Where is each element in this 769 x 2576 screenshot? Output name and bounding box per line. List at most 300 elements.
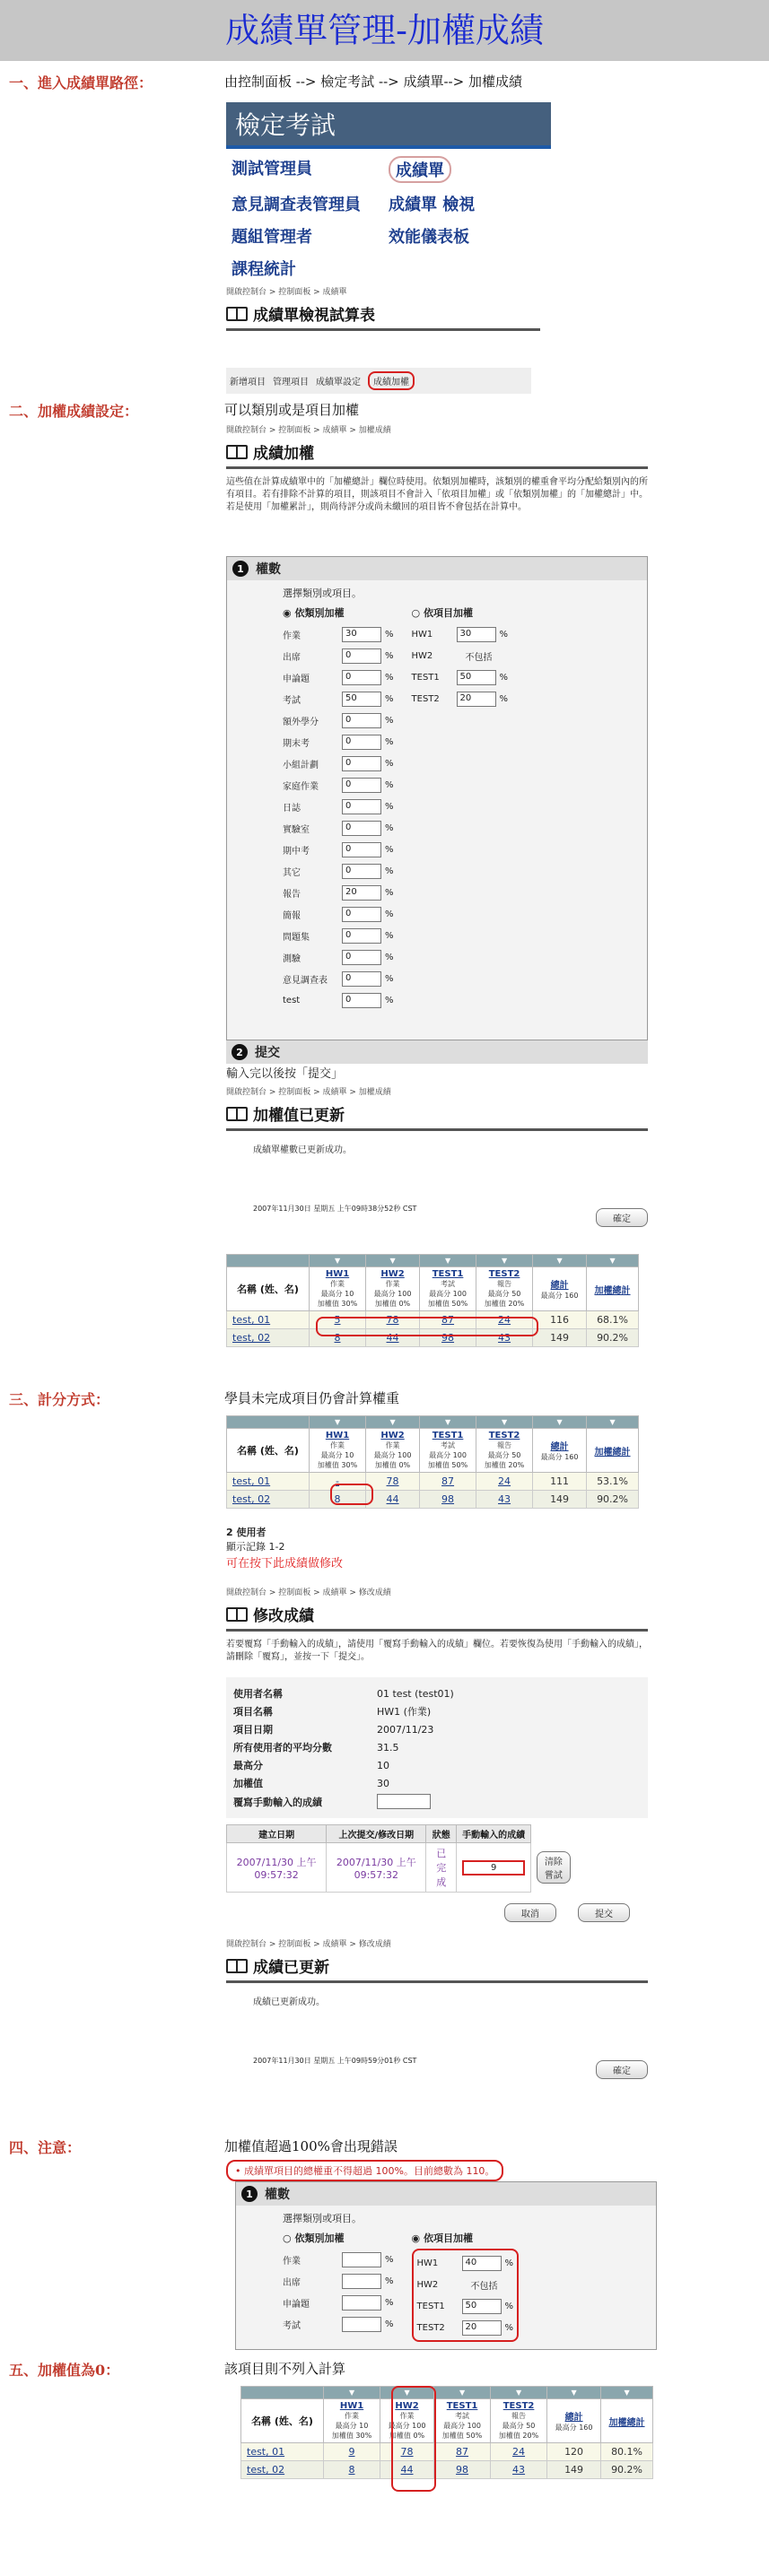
grade-column-header[interactable] bbox=[434, 2399, 491, 2443]
grade-cell[interactable]: 5 bbox=[310, 1311, 366, 1329]
weights-highlight bbox=[316, 1317, 538, 1336]
column-title[interactable]: 總計 bbox=[564, 2413, 583, 2423]
category-weight-input[interactable]: 0 bbox=[342, 971, 381, 987]
course-stats-link[interactable]: 課程統計 bbox=[232, 260, 296, 279]
percent-sign: % bbox=[385, 629, 394, 640]
name-column-header[interactable]: 名稱 (姓、名) bbox=[227, 1429, 310, 1473]
percent-sign: % bbox=[385, 779, 394, 790]
grade-cell[interactable]: 8 bbox=[324, 2461, 380, 2479]
column-category: 作業 bbox=[330, 1441, 345, 1449]
percent-sign: % bbox=[385, 650, 394, 661]
grade-column-header[interactable] bbox=[587, 1267, 639, 1311]
percent-sign: % bbox=[385, 952, 394, 962]
column-title[interactable]: TEST1 bbox=[432, 1269, 464, 1279]
manage-items-button[interactable]: 管理項目 bbox=[273, 378, 309, 387]
submit-button[interactable]: 提交 bbox=[578, 1903, 630, 1922]
sort-arrow-icon[interactable] bbox=[241, 2387, 324, 2399]
category-list bbox=[283, 2249, 394, 2335]
category-weight-input[interactable]: 0 bbox=[342, 821, 381, 836]
item-name: HW1 bbox=[411, 629, 433, 640]
error-bullet-icon: • bbox=[235, 2165, 241, 2177]
sort-arrow-icon[interactable]: ▼ bbox=[476, 1416, 533, 1429]
breadcrumb: 開啟控制台 > 控制面板 > 成績單 > 修改成績 bbox=[226, 1940, 391, 1949]
item-weight-input[interactable]: 50 bbox=[457, 670, 496, 685]
gradebook-toolbar bbox=[226, 368, 531, 394]
detail-label: 所有使用者的平均分數 bbox=[233, 1742, 332, 1754]
missing-grade-highlight bbox=[330, 1484, 373, 1505]
section-4-label: 四、注意： bbox=[9, 2139, 82, 2156]
sort-arrow-icon[interactable]: ▼ bbox=[366, 1255, 420, 1267]
detail-value: 30 bbox=[377, 1777, 389, 1789]
grade-column-header[interactable] bbox=[476, 1267, 533, 1311]
item-name: HW1 bbox=[416, 2258, 439, 2268]
grade-cell: 90.2% bbox=[601, 2461, 653, 2479]
column-points: 最高分 160 bbox=[540, 1453, 579, 1461]
gradebook-settings-button[interactable]: 成績單設定 bbox=[316, 378, 361, 387]
step-number: 2 bbox=[232, 1044, 248, 1060]
item-list bbox=[412, 2249, 520, 2342]
override-hint: 可在按下此成績做修改 bbox=[226, 1557, 344, 1571]
grade-column-header[interactable] bbox=[601, 2399, 653, 2443]
column-points: 最高分 100 bbox=[373, 1451, 412, 1459]
clear-attempt-button[interactable]: 清除嘗試 bbox=[537, 1851, 570, 1884]
sort-arrow-icon[interactable]: ▼ bbox=[366, 1416, 420, 1429]
breadcrumb: 開啟控制台 > 控制面板 > 成績單 bbox=[226, 288, 347, 297]
category-weight-input[interactable] bbox=[342, 2274, 381, 2289]
column-title[interactable]: TEST1 bbox=[432, 1431, 464, 1440]
grade-cell: 116 bbox=[533, 1311, 587, 1329]
column-points: 最高分 100 bbox=[373, 1290, 412, 1298]
category-weight-input[interactable]: 0 bbox=[342, 713, 381, 728]
column-title[interactable]: HW1 bbox=[325, 1269, 350, 1279]
percent-sign: % bbox=[385, 672, 394, 683]
grade-column-header[interactable] bbox=[420, 1267, 476, 1311]
sort-arrow-icon[interactable]: ▼ bbox=[601, 2387, 653, 2399]
grade-cell: 111 bbox=[533, 1473, 587, 1491]
grade-cell[interactable]: 78 bbox=[380, 2443, 434, 2461]
cancel-button[interactable]: 取消 bbox=[504, 1903, 556, 1922]
category-name: test bbox=[283, 995, 301, 1005]
by-item-label: 依項目加權 bbox=[423, 607, 473, 619]
item-weight-input[interactable]: 50 bbox=[462, 2299, 502, 2314]
category-weight-input[interactable]: 50 bbox=[342, 692, 381, 707]
percent-sign: % bbox=[385, 715, 394, 726]
gradebook-view-link[interactable]: 成績單 檢視 bbox=[389, 196, 476, 214]
sort-arrow-icon[interactable]: ▼ bbox=[434, 2387, 491, 2399]
item-name: HW2 bbox=[411, 650, 433, 661]
item-weight-input[interactable]: 40 bbox=[462, 2256, 502, 2271]
status: 已完成 bbox=[426, 1843, 457, 1893]
category-weight-input[interactable]: 0 bbox=[342, 670, 381, 685]
grade-cell[interactable]: 24 bbox=[476, 1473, 533, 1491]
grade-cell[interactable]: 43 bbox=[476, 1329, 533, 1347]
column-weight: 加權值 20% bbox=[498, 2432, 539, 2440]
grade-cell: 149 bbox=[533, 1491, 587, 1509]
sort-arrow-icon[interactable]: ▼ bbox=[310, 1255, 366, 1267]
sort-arrow-icon[interactable]: ▼ bbox=[533, 1416, 587, 1429]
weight-form bbox=[226, 556, 648, 1040]
sort-arrow-icon[interactable] bbox=[227, 1416, 310, 1429]
grade-column-header[interactable] bbox=[533, 1267, 587, 1311]
student-name-link[interactable]: test, 01 bbox=[227, 1311, 310, 1329]
grade-cell[interactable]: 43 bbox=[476, 1491, 533, 1509]
add-item-button[interactable]: 新增項目 bbox=[230, 378, 266, 387]
gradebook-grid-b bbox=[226, 1415, 639, 1509]
table-row bbox=[241, 2461, 653, 2479]
category-weight-input[interactable] bbox=[342, 2252, 381, 2267]
percent-sign: % bbox=[385, 930, 394, 941]
column-category: 報告 bbox=[497, 1441, 512, 1449]
table-row bbox=[227, 1491, 639, 1509]
breadcrumb: 開啟控制台 > 控制面板 > 成績單 > 加權成績 bbox=[226, 1088, 391, 1097]
radio-selected-icon[interactable]: ◉ bbox=[283, 607, 292, 619]
column-points: 最高分 10 bbox=[320, 1290, 354, 1298]
grade-cell: 149 bbox=[547, 2461, 601, 2479]
sort-arrow-icon[interactable]: ▼ bbox=[420, 1255, 476, 1267]
sort-arrow-icon[interactable]: ▼ bbox=[380, 2387, 434, 2399]
item-name: HW2 bbox=[416, 2279, 439, 2290]
grade-column-header[interactable] bbox=[324, 2399, 380, 2443]
student-name-link[interactable]: test, 02 bbox=[227, 1491, 310, 1509]
step-title: 權數 bbox=[256, 562, 281, 577]
pool-manager-link[interactable]: 題組管理者 bbox=[232, 228, 312, 247]
grade-updated-title: 成績已更新 bbox=[253, 1959, 329, 1977]
by-category-label: 依類別加權 bbox=[294, 607, 345, 619]
col-created: 建立日期 bbox=[227, 1825, 327, 1843]
grade-cell: 120 bbox=[547, 2443, 601, 2461]
category-name: 實驗室 bbox=[283, 824, 310, 835]
sort-arrow-icon[interactable]: ▼ bbox=[547, 2387, 601, 2399]
ok-button[interactable]: 確定 bbox=[596, 2060, 648, 2079]
radio-selected-icon[interactable]: ◉ bbox=[411, 2232, 421, 2244]
sort-arrow-icon[interactable] bbox=[227, 1255, 310, 1267]
item-weight-input[interactable]: 20 bbox=[457, 692, 496, 707]
detail-label: 項目名稱 bbox=[233, 1706, 273, 1718]
record-count: 顯示記錄 1-2 bbox=[226, 1541, 285, 1553]
book-icon bbox=[226, 1607, 248, 1622]
grade-column-header[interactable] bbox=[587, 1429, 639, 1473]
radio-icon[interactable]: ○ bbox=[411, 607, 421, 619]
category-weight-input[interactable]: 30 bbox=[342, 627, 381, 642]
sort-arrow-icon[interactable]: ▼ bbox=[491, 2387, 547, 2399]
grade-cell[interactable]: 44 bbox=[380, 2461, 434, 2479]
section-4-note: 加權值超過100%會出現錯誤 bbox=[224, 2138, 398, 2154]
grade-cell[interactable]: 87 bbox=[420, 1473, 476, 1491]
section-1-label: 一、進入成績單路徑： bbox=[9, 74, 153, 91]
section-3-label: 三、計分方式： bbox=[9, 1391, 110, 1408]
sort-arrow-icon[interactable]: ▼ bbox=[420, 1416, 476, 1429]
sort-arrow-icon[interactable]: ▼ bbox=[476, 1255, 533, 1267]
grade-cell: 149 bbox=[533, 1329, 587, 1347]
check-book-icon bbox=[226, 1959, 248, 1973]
col-manual-grade: 手動輸入的成績 bbox=[457, 1825, 531, 1843]
column-title[interactable]: 加權總計 bbox=[594, 1285, 631, 1296]
grade-cell: 53.1% bbox=[587, 1473, 639, 1491]
weight-description: 這些值在計算成績單中的「加權總計」欄位時使用。依類別加權時，該類別的權重會平均分配給類別內的所有項目。若有排除不計算的項目，則該項目不會計入「依項目加權」或「依類別加權」的「加權總計」中。若是使用「加權累計」，則尚待評分或尚未繳回的項目皆不會包括在計算中。 bbox=[226, 477, 648, 512]
column-category: 考試 bbox=[441, 1441, 456, 1449]
percent-sign: % bbox=[385, 693, 394, 704]
category-weight-input[interactable]: 0 bbox=[342, 928, 381, 944]
grade-cell[interactable]: 43 bbox=[491, 2461, 547, 2479]
grade-column-header[interactable] bbox=[533, 1429, 587, 1473]
column-points: 最高分 10 bbox=[335, 2422, 369, 2430]
gradebook-link[interactable]: 成績單 bbox=[389, 156, 451, 183]
sort-arrow-icon[interactable]: ▼ bbox=[324, 2387, 380, 2399]
category-name: 家庭作業 bbox=[283, 781, 319, 792]
column-category: 報告 bbox=[497, 1280, 512, 1288]
column-title[interactable]: HW2 bbox=[395, 2401, 419, 2411]
section-2-note: 可以類別或是項目加權 bbox=[224, 402, 360, 418]
step-number: 1 bbox=[232, 561, 249, 577]
grade-cell[interactable]: - bbox=[310, 1473, 366, 1491]
grade-cell[interactable]: 8 bbox=[310, 1491, 366, 1509]
sort-arrow-icon[interactable]: ▼ bbox=[310, 1416, 366, 1429]
category-weight-input[interactable]: 20 bbox=[342, 885, 381, 901]
grade-column-header[interactable] bbox=[366, 1267, 420, 1311]
percent-sign: % bbox=[499, 693, 509, 704]
category-name: 問題集 bbox=[283, 932, 310, 943]
percent-sign: % bbox=[385, 2319, 394, 2329]
column-title[interactable]: HW2 bbox=[380, 1269, 405, 1279]
sort-arrow-icon[interactable]: ▼ bbox=[587, 1255, 639, 1267]
grade-cell[interactable]: 24 bbox=[491, 2443, 547, 2461]
item-name: TEST1 bbox=[411, 672, 440, 683]
category-name: 小組計劃 bbox=[283, 760, 319, 770]
ok-button[interactable]: 確定 bbox=[596, 1208, 648, 1227]
grade-column-header[interactable] bbox=[310, 1429, 366, 1473]
updated-message: 成績單權數已更新成功。 bbox=[253, 1145, 352, 1155]
category-name: 作業 bbox=[283, 631, 301, 641]
item-name: TEST2 bbox=[416, 2322, 445, 2333]
test-manager-link[interactable]: 測試管理員 bbox=[232, 160, 312, 178]
gradebook-grid-c bbox=[240, 2386, 653, 2479]
radio-icon[interactable]: ○ bbox=[283, 2232, 292, 2244]
performance-dashboard-link[interactable]: 效能儀表板 bbox=[389, 228, 469, 247]
error-weight-form bbox=[235, 2181, 657, 2350]
grade-cell[interactable]: 78 bbox=[366, 1473, 420, 1491]
grade-cell[interactable]: 78 bbox=[366, 1311, 420, 1329]
grade-updated-message: 成績已更新成功。 bbox=[253, 1997, 325, 2007]
category-name: 考試 bbox=[283, 2320, 301, 2331]
column-weight: 加權值 30% bbox=[317, 1300, 358, 1308]
column-weight: 加權值 50% bbox=[441, 2432, 483, 2440]
percent-sign: % bbox=[385, 736, 394, 747]
column-weight: 加權值 50% bbox=[427, 1461, 468, 1469]
attempt-table-wrap bbox=[226, 1824, 648, 1922]
user-count: 2 使用者 bbox=[226, 1527, 267, 1538]
column-category: 考試 bbox=[455, 2412, 470, 2420]
category-weight-input[interactable]: 0 bbox=[342, 778, 381, 793]
percent-sign: % bbox=[504, 2301, 514, 2311]
timestamp: 2007年11月30日 星期五 上午09時59分01秒 CST bbox=[253, 2057, 417, 2065]
by-item-label: 依項目加權 bbox=[423, 2232, 473, 2244]
column-title[interactable]: 加權總計 bbox=[594, 1447, 631, 1458]
category-name: 考試 bbox=[283, 695, 301, 706]
grade-cell[interactable]: 8 bbox=[310, 1329, 366, 1347]
category-name: 申論題 bbox=[283, 674, 310, 684]
grade-cell[interactable]: 87 bbox=[434, 2443, 491, 2461]
percent-sign: % bbox=[499, 672, 509, 683]
check-book-icon bbox=[226, 1107, 248, 1121]
grade-column-header[interactable] bbox=[310, 1267, 366, 1311]
column-points: 最高分 160 bbox=[540, 1292, 579, 1300]
percent-sign: % bbox=[385, 887, 394, 898]
column-category: 考試 bbox=[441, 1280, 456, 1288]
breadcrumb: 開啟控制台 > 控制面板 > 成績單 > 修改成績 bbox=[226, 1588, 391, 1597]
grade-cell: 90.2% bbox=[587, 1491, 639, 1509]
category-weight-input[interactable]: 0 bbox=[342, 735, 381, 750]
category-name: 報告 bbox=[283, 889, 301, 900]
book-icon bbox=[226, 307, 248, 321]
name-column-header[interactable]: 名稱 (姓、名) bbox=[241, 2399, 324, 2443]
grade-cell[interactable]: 24 bbox=[476, 1311, 533, 1329]
category-weight-input[interactable]: 0 bbox=[342, 842, 381, 857]
detail-value: 31.5 bbox=[377, 1741, 399, 1754]
assessment-panel bbox=[226, 102, 551, 287]
detail-value: 10 bbox=[377, 1759, 389, 1771]
grade-cell[interactable]: 98 bbox=[420, 1329, 476, 1347]
grade-cell: 80.1% bbox=[601, 2443, 653, 2461]
column-title[interactable]: 總計 bbox=[550, 1442, 569, 1452]
column-weight: 加權值 30% bbox=[331, 2432, 372, 2440]
category-name: 日誌 bbox=[283, 803, 301, 814]
column-title[interactable]: HW2 bbox=[380, 1431, 405, 1440]
column-title[interactable]: 加權總計 bbox=[608, 2417, 645, 2428]
modify-description: 若要覆寫「手動輸入的成績」，請使用「覆寫手動輸入的成績」欄位。若要恢復為使用「手動輸入的成績」，請刪除「覆寫」，並按一下「提交」。 bbox=[226, 1640, 648, 1662]
sort-arrow-icon[interactable]: ▼ bbox=[533, 1255, 587, 1267]
grade-column-header[interactable] bbox=[366, 1429, 420, 1473]
column-title[interactable]: TEST2 bbox=[488, 1269, 520, 1279]
category-weight-input[interactable]: 0 bbox=[342, 799, 381, 814]
book-icon bbox=[226, 445, 248, 459]
step-prompt: 選擇類別或項目。 bbox=[283, 2213, 362, 2224]
timestamp: 2007年11月30日 星期五 上午09時38分52秒 CST bbox=[253, 1205, 417, 1213]
student-name-link[interactable]: test, 01 bbox=[241, 2443, 324, 2461]
percent-sign: % bbox=[385, 2297, 394, 2308]
grade-column-header[interactable] bbox=[476, 1429, 533, 1473]
view-title: 成績單檢視試算表 bbox=[253, 307, 375, 325]
category-weight-input[interactable] bbox=[342, 2295, 381, 2311]
category-name: 簡報 bbox=[283, 910, 301, 921]
column-title[interactable]: TEST2 bbox=[488, 1431, 520, 1440]
student-name-link[interactable]: test, 02 bbox=[227, 1329, 310, 1347]
submit-instruction: 輸入完以後按「提交」 bbox=[226, 1067, 344, 1081]
detail-value: HW1 (作業) bbox=[377, 1706, 432, 1718]
section-3-note: 學員未完成項目仍會計算權重 bbox=[224, 1390, 400, 1406]
category-weight-input[interactable]: 0 bbox=[342, 648, 381, 664]
modify-details bbox=[226, 1677, 648, 1818]
by-category-label: 依類別加權 bbox=[294, 2232, 345, 2244]
submit-step-title: 提交 bbox=[255, 1046, 280, 1060]
grade-cell[interactable]: 98 bbox=[434, 2461, 491, 2479]
percent-sign: % bbox=[385, 973, 394, 984]
column-points: 最高分 160 bbox=[555, 2424, 593, 2432]
category-name: 意見調查表 bbox=[283, 975, 328, 986]
column-points: 最高分 100 bbox=[443, 2422, 481, 2430]
detail-label: 項目日期 bbox=[233, 1724, 273, 1736]
column-title[interactable]: TEST1 bbox=[446, 2401, 478, 2411]
item-weight-input[interactable]: 20 bbox=[462, 2320, 502, 2336]
detail-value: 2007/11/23 bbox=[377, 1723, 434, 1736]
grade-cell[interactable]: 44 bbox=[366, 1491, 420, 1509]
percent-sign: % bbox=[385, 2276, 394, 2286]
survey-manager-link[interactable]: 意見調查表管理員 bbox=[232, 196, 361, 214]
grade-cell[interactable]: 98 bbox=[420, 1491, 476, 1509]
column-title[interactable]: HW1 bbox=[339, 2401, 364, 2411]
column-points: 最高分 50 bbox=[502, 2422, 536, 2430]
grade-column-header[interactable] bbox=[547, 2399, 601, 2443]
manual-grade-input[interactable]: 9 bbox=[462, 1860, 525, 1875]
col-modified: 上次提交/修改日期 bbox=[327, 1825, 426, 1843]
name-column-header[interactable]: 名稱 (姓、名) bbox=[227, 1267, 310, 1311]
category-name: 期末考 bbox=[283, 738, 310, 749]
percent-sign: % bbox=[504, 2322, 514, 2333]
column-weight: 加權值 20% bbox=[484, 1300, 525, 1308]
detail-label: 加權值 bbox=[233, 1778, 263, 1789]
panel-header: 檢定考試 bbox=[226, 102, 551, 149]
page-title: 成績單管理-加權成績 bbox=[0, 0, 769, 61]
grade-column-header[interactable] bbox=[420, 1429, 476, 1473]
updated-title: 加權值已更新 bbox=[253, 1107, 345, 1125]
category-weight-input[interactable]: 0 bbox=[342, 993, 381, 1008]
column-title[interactable]: TEST2 bbox=[502, 2401, 535, 2411]
grade-cell[interactable]: 87 bbox=[420, 1311, 476, 1329]
detail-label: 最高分 bbox=[233, 1760, 263, 1771]
breadcrumb: 開啟控制台 > 控制面板 > 成績單 > 加權成績 bbox=[226, 426, 391, 435]
column-weight: 加權值 0% bbox=[374, 1461, 411, 1469]
category-weight-input[interactable]: 0 bbox=[342, 907, 381, 922]
grade-cell: 68.1% bbox=[587, 1311, 639, 1329]
student-name-link[interactable]: test, 01 bbox=[227, 1473, 310, 1491]
step-number: 1 bbox=[241, 2186, 258, 2202]
category-list bbox=[283, 623, 394, 1011]
category-name: 其它 bbox=[283, 867, 301, 878]
category-weight-input[interactable]: 0 bbox=[342, 864, 381, 879]
item-name: TEST1 bbox=[416, 2301, 445, 2311]
column-category: 報告 bbox=[511, 2412, 527, 2420]
category-name: 期中考 bbox=[283, 846, 310, 857]
modify-title: 修改成績 bbox=[253, 1607, 314, 1625]
percent-sign: % bbox=[499, 629, 509, 640]
category-name: 作業 bbox=[283, 2256, 301, 2267]
detail-label: 使用者名稱 bbox=[233, 1688, 283, 1700]
sort-arrow-icon[interactable]: ▼ bbox=[587, 1416, 639, 1429]
excluded-label: 不包括 bbox=[465, 652, 493, 663]
percent-sign: % bbox=[385, 866, 394, 876]
grade-cell[interactable]: 44 bbox=[366, 1329, 420, 1347]
student-name-link[interactable]: test, 02 bbox=[241, 2461, 324, 2479]
category-name: 測驗 bbox=[283, 953, 301, 964]
override-grade-input[interactable] bbox=[377, 1794, 431, 1809]
category-weight-input[interactable]: 0 bbox=[342, 950, 381, 965]
grade-column-header[interactable] bbox=[491, 2399, 547, 2443]
column-points: 最高分 100 bbox=[388, 2422, 426, 2430]
table-row bbox=[227, 1473, 639, 1491]
percent-sign: % bbox=[385, 822, 394, 833]
grade-cell[interactable]: 9 bbox=[324, 2443, 380, 2461]
category-name: 出席 bbox=[283, 2277, 301, 2288]
weight-grades-button[interactable]: 成績加權 bbox=[368, 371, 415, 390]
category-name: 額外學分 bbox=[283, 717, 319, 727]
category-name: 申論題 bbox=[283, 2299, 310, 2310]
section-5-note: 該項目則不列入計算 bbox=[224, 2361, 346, 2377]
column-title[interactable]: 總計 bbox=[550, 1281, 569, 1291]
column-title[interactable]: HW1 bbox=[325, 1431, 350, 1440]
column-points: 最高分 10 bbox=[320, 1451, 354, 1459]
item-weight-input[interactable]: 30 bbox=[457, 627, 496, 642]
category-weight-input[interactable] bbox=[342, 2317, 381, 2332]
category-weight-input[interactable]: 0 bbox=[342, 756, 381, 771]
